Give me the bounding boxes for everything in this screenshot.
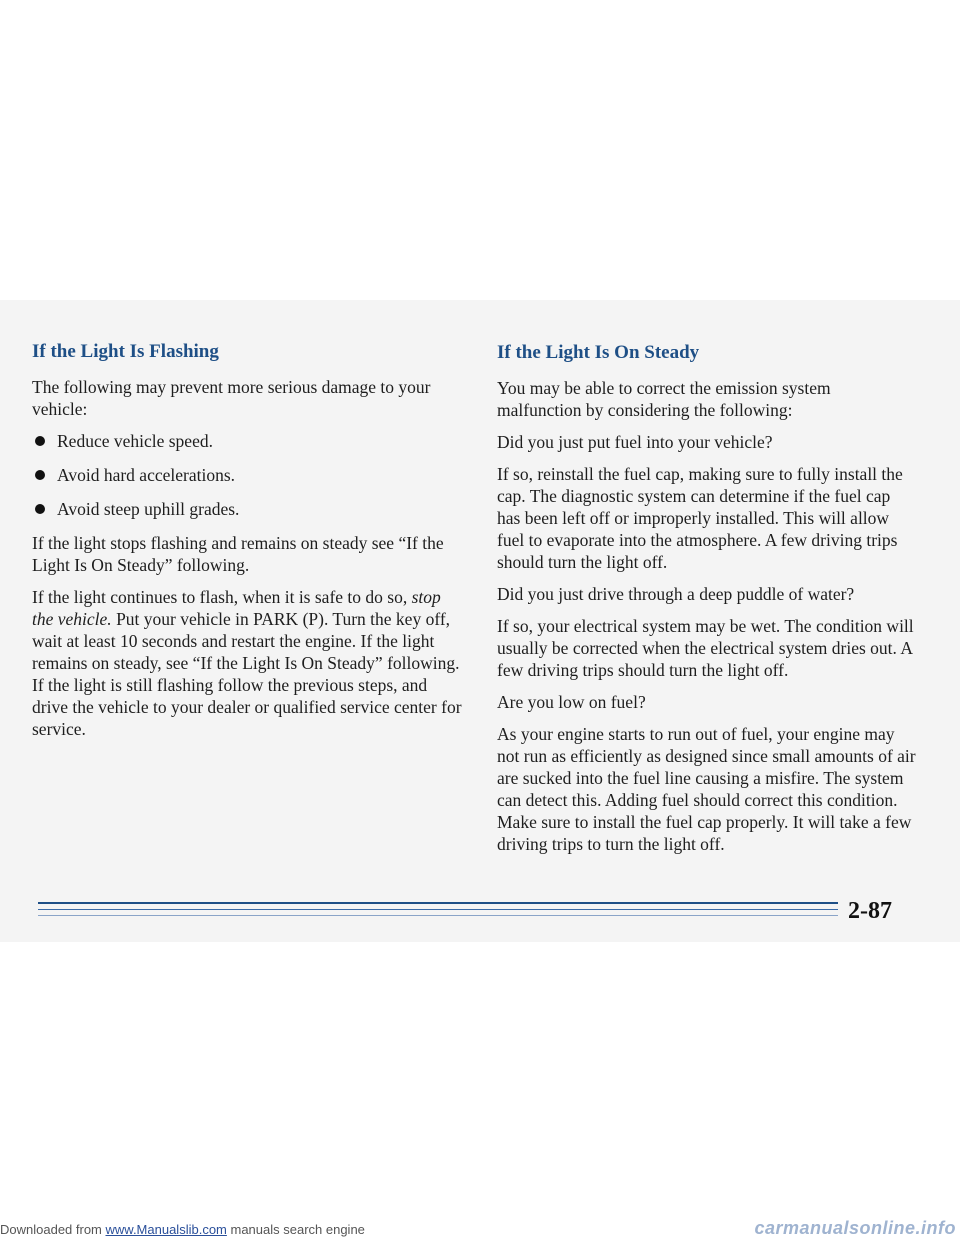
- paragraph: Are you low on fuel?: [497, 692, 646, 712]
- continue-flashing-paragraph: If the light continues to flash, when it is safe to do so, stop the vehicle. Put your vehicle in PARK (P). Turn the key off, wait at least 10 seconds and restart the engine. If the light remains on steady, see “If the Light Is On Steady” following. If the light is still flashing follow the previous steps, and drive the vehicle to your dealer or qualified service center for service.: [32, 587, 462, 739]
- footer-rule: [38, 902, 838, 904]
- paragraph: As your engine starts to run out of fuel, your engine may not run as efficiently as designed since small amounts of air are sucked into the fuel line causing a misfire. The system can detect this. Adding fuel should correct this condition. Make sure to install the fuel cap properly. It will take a few driving trips to turn the light off.: [497, 724, 916, 854]
- bullet-icon: [35, 470, 45, 480]
- bullet-icon: [35, 504, 45, 514]
- download-footer: [0, 1218, 960, 1242]
- list-item: Avoid hard accelerations.: [32, 464, 464, 486]
- watermark: carmanualsonline.info: [754, 1218, 956, 1238]
- paragraph: You may be able to correct the emission system malfunction by considering the following:: [497, 378, 831, 420]
- intro-paragraph: The following may prevent more serious damage to your vehicle:: [32, 377, 431, 419]
- bullet-icon: [35, 436, 45, 446]
- paragraph: Did you just put fuel into your vehicle?: [497, 432, 773, 452]
- list-item: Avoid steep uphill grades.: [32, 498, 464, 520]
- paragraph: If so, reinstall the fuel cap, making sure to fully install the cap. The diagnostic system can determine if the fuel cap has been left off or improperly installed. This will allow fuel to evaporate into the atmosphere. A few driving trips should turn the light off.: [497, 464, 903, 572]
- manualslib-link[interactable]: www.Manualslib.com: [105, 1222, 227, 1237]
- footer-rule: [38, 915, 838, 916]
- paragraph: If so, your electrical system may be wet. The condition will usually be corrected when the electrical system dries out. A few driving trips should turn the light off.: [497, 616, 914, 680]
- footer-rule: [38, 909, 838, 910]
- footer-text: Downloaded from www.Manualslib.com manuals search engine: [0, 1222, 365, 1237]
- steady-reference-paragraph: If the light stops flashing and remains on steady see “If the Light Is On Steady” following.: [32, 533, 444, 575]
- right-column: [497, 340, 917, 865]
- left-column: [32, 340, 464, 750]
- section-heading-steady: If the Light Is On Steady: [497, 342, 700, 363]
- emphasis-text: stop the vehicle.: [32, 587, 441, 629]
- section-heading-flashing: If the Light Is Flashing: [32, 341, 219, 362]
- paragraph: Did you just drive through a deep puddle of water?: [497, 584, 855, 604]
- bullet-list: [32, 430, 464, 520]
- page-number: 2-87: [848, 898, 892, 924]
- list-item: Reduce vehicle speed.: [32, 430, 464, 452]
